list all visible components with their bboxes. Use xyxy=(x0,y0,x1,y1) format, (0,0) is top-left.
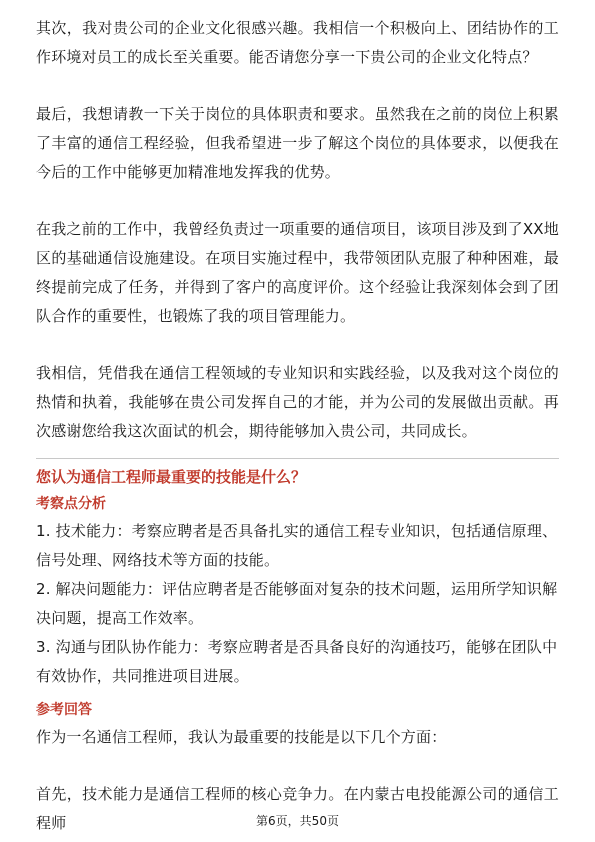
analysis-heading: 考察点分析 xyxy=(36,496,106,512)
answer-first-point: 首先，技术能力是通信工程师的核心竞争力。在内蒙古电投能源公司的通信工程师 xyxy=(36,785,559,832)
analysis-item-technical: 1. 技术能力：考察应聘者是否具备扎实的通信工程专业知识，包括通信原理、信号处理、网络技术等方面的技能。 xyxy=(36,522,558,569)
section-divider xyxy=(36,458,559,459)
question-title: 您认为通信工程师最重要的技能是什么？ xyxy=(36,468,307,486)
page-footer: 第6页，共50页 xyxy=(256,814,339,828)
paragraph-project-experience: 在我之前的工作中，我曾经负责过一项重要的通信项目，该项目涉及到了XX地区的基础通信设施建设。在项目实施过程中，我带领团队克服了种种困难，最终提前完成了任务，并得到了客户的高度评价。这个经验让我深刻体会到了团队合作的重要性，也锻炼了我的项目管理能力。 xyxy=(36,220,559,325)
answer-intro: 作为一名通信工程师，我认为最重要的技能是以下几个方面： xyxy=(36,728,447,746)
analysis-item-teamwork: 3. 沟通与团队协作能力：考察应聘者是否具备良好的沟通技巧，能够在团队中有效协作，共同推进项目进展。 xyxy=(36,638,558,685)
analysis-item-problem-solving: 2. 解决问题能力：评估应聘者是否能够面对复杂的技术问题，运用所学知识解决问题，提高工作效率。 xyxy=(36,580,558,627)
document-page xyxy=(36,14,559,838)
paragraph-closing: 我相信，凭借我在通信工程领域的专业知识和实践经验，以及我对这个岗位的热情和执着，我能够在贵公司发挥自己的才能，并为公司的发展做出贡献。再次感谢您给我这次面试的机会，期待能够加入贵公司，共同成长。 xyxy=(36,364,559,440)
paragraph-job-duties: 最后，我想请教一下关于岗位的具体职责和要求。虽然我在之前的岗位上积累了丰富的通信工程经验，但我希望进一步了解这个岗位的具体要求，以便我在今后的工作中能够更加精准地发挥我的优势。 xyxy=(36,105,559,181)
answer-heading: 参考回答 xyxy=(36,702,92,718)
paragraph-company-culture: 其次，我对贵公司的企业文化很感兴趣。我相信一个积极向上、团结协作的工作环境对员工的成长至关重要。能否请您分享一下贵公司的企业文化特点？ xyxy=(36,19,559,66)
